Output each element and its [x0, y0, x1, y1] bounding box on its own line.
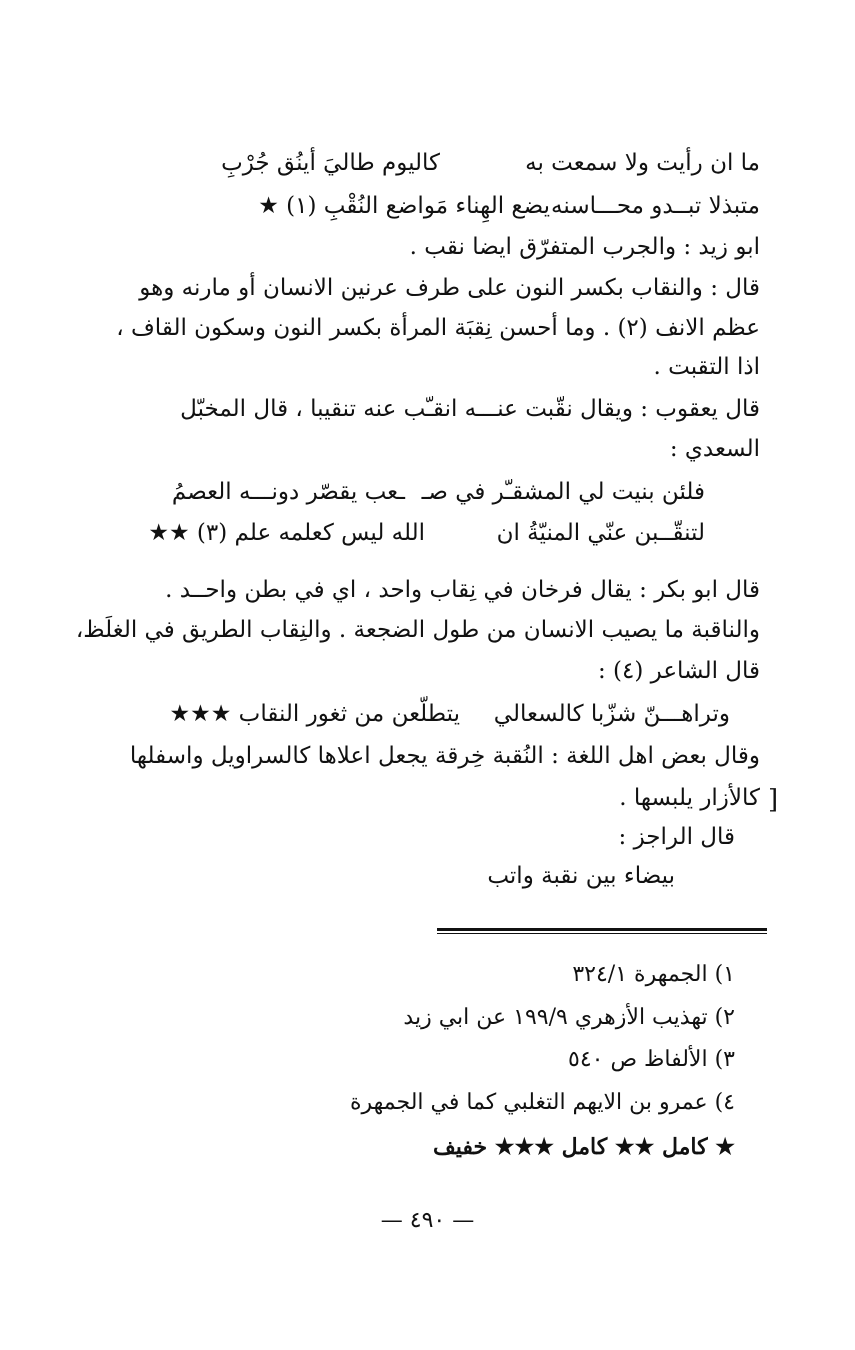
verse-5-first-hemistich: وتراهـــنّ شزّبا كالسعالي — [493, 701, 730, 727]
footnote-3: ٣) الألفاظ ص ٥٤٠ — [568, 1047, 735, 1072]
paragraph-line: عظم الانف (٢) . وما أحسن نِقبَة المرأة بكسر النون وسكون القاف ، — [116, 315, 760, 341]
paragraph-line: وقال بعض اهل اللغة : النُقبة خِرقة يجعل اعلاها كالسراويل واسفلها — [129, 743, 760, 769]
verse-line-5 — [130, 699, 730, 729]
paragraph-line: قال الشاعر (٤) : — [597, 658, 760, 684]
paragraph-line: قال : والنقاب بكسر النون على طرف عرنين الانسان أو مارنه وهو — [139, 275, 760, 301]
verse-2-second-hemistich: يضع الهِناء مَواضع النُقْبِ (١) ★ — [258, 193, 550, 219]
footnote-4: ٤) عمرو بن الايهم التغلبي كما في الجمهرة — [349, 1090, 735, 1115]
verse-3-first-hemistich: فلئن بنيت لي المشقـّر في صـ — [421, 479, 705, 505]
verse-2-first-hemistich: متبذلا تبــدو محـــاسنه — [551, 193, 760, 219]
paragraph-line: اذا التقبت . — [653, 354, 760, 380]
footnote-divider-thin — [437, 933, 767, 934]
footnote-2: ٢) تهذيب الأزهري ١٩٩/٩ عن ابي زيد — [403, 1005, 735, 1030]
verse-5-second-hemistich: يتطلّعن من ثغور النقاب ★★★ — [169, 701, 460, 727]
verse-4-first-hemistich: لتنقّــبن عنّي المنيّةُ ان — [496, 520, 705, 546]
paragraph-line: قال الراجز : — [618, 824, 735, 850]
paragraph-line: ابو زيد : والجرب المتفرّق ايضا نقب . — [409, 234, 760, 260]
verse-line-6: بيضاء بين نقبة واتب — [487, 863, 675, 889]
paragraph-line: قال يعقوب : ويقال نقّبت عنـــه انقـّب عنه تنقيبا ، قال المخبّل — [180, 396, 760, 422]
verse-line-2 — [70, 191, 760, 221]
footnote-divider — [437, 928, 767, 931]
verse-line-4 — [95, 518, 705, 548]
verse-1-second-hemistich: كاليوم طاليَ أينُق جُرْبِ — [221, 150, 440, 176]
paragraph-line: قال ابو بكر : يقال فرخان في نِقاب واحد ، اي في بطن واحــد . — [165, 577, 760, 603]
verse-1-first-hemistich: ما ان رأيت ولا سمعت به — [525, 150, 760, 176]
paragraph-line: السعدي : — [669, 436, 760, 462]
paragraph-line: كالأزار يلبسها . — [619, 785, 760, 811]
verse-4-second-hemistich: الله ليس كعلمه علم (٣) ★★ — [148, 520, 425, 546]
page-number: — ٤٩٠ — — [380, 1208, 475, 1233]
bracket-mark: [ — [768, 785, 779, 815]
meter-legend: ★ كامل ★★ كامل ★★★ خفيف — [432, 1134, 735, 1160]
paragraph-line: والناقبة ما يصيب الانسان من طول الضجعة . والنِقاب الطريق في الغلَظ، — [75, 617, 760, 643]
footnote-1: ١) الجمهرة ٣٢٤/١ — [572, 962, 735, 987]
verse-line-1 — [140, 148, 760, 178]
verse-line-3 — [165, 477, 705, 507]
verse-3-second-hemistich: ـعب يقصّر دونـــه العصمُ — [171, 479, 405, 505]
